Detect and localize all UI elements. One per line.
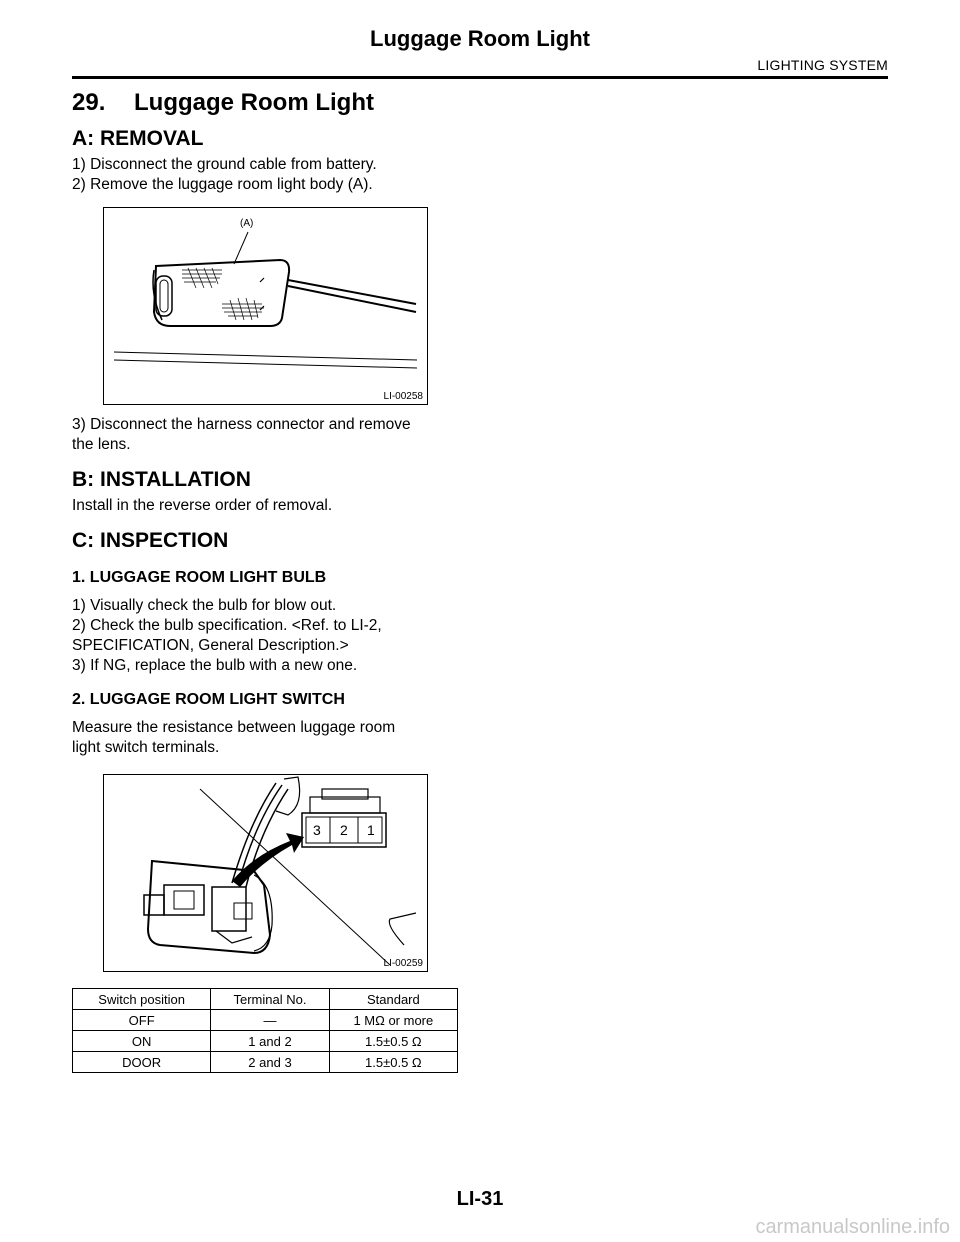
- chapter-title: [72, 88, 458, 118]
- switch-terminal-figure: [103, 774, 428, 972]
- figure-id-2: LI-00259: [383, 958, 423, 969]
- table-cell: OFF: [73, 1010, 211, 1031]
- table-cell: ON: [73, 1031, 211, 1052]
- table-cell: 2 and 3: [211, 1052, 329, 1073]
- removal-step-3-line-1: 3) Disconnect the harness connector and remove: [72, 416, 411, 433]
- bulb-step-2-line-1: 2) Check the bulb specification. <Ref. to LI-2,: [72, 617, 382, 634]
- installation-text: Install in the reverse order of removal.: [72, 497, 333, 514]
- light-body-figure: [103, 207, 428, 405]
- table-header-row: [73, 989, 458, 1010]
- chapter-name: Luggage Room Light: [134, 89, 374, 116]
- switch-illustration: [104, 775, 427, 971]
- bulb-step-2-line-2: SPECIFICATION, General Description.>: [72, 637, 349, 654]
- table-cell: —: [211, 1010, 329, 1031]
- table-cell: 1.5±0.5 Ω: [329, 1031, 457, 1052]
- col-header-terminal-no: Terminal No.: [211, 989, 329, 1010]
- switch-text-line-2: light switch terminals.: [72, 739, 220, 756]
- table-cell: DOOR: [73, 1052, 211, 1073]
- terminal-label-1: 1: [367, 822, 375, 838]
- table-row: [73, 1010, 458, 1031]
- switch-text-line-1: Measure the resistance between luggage room: [72, 719, 396, 736]
- figure-id-1: LI-00258: [383, 391, 423, 402]
- removal-step-2: 2) Remove the luggage room light body (A).: [72, 176, 373, 193]
- removal-step-3-line-2: the lens.: [72, 436, 131, 453]
- chapter-number: 29.: [72, 89, 106, 116]
- installation-heading: B: INSTALLATION: [72, 468, 251, 491]
- page-header-title: Luggage Room Light: [370, 26, 590, 51]
- content-column: [72, 86, 458, 1073]
- header-rule: [72, 76, 888, 79]
- light-body-illustration: [104, 208, 427, 404]
- inspection-heading: C: INSPECTION: [72, 529, 229, 552]
- watermark: carmanualsonline.info: [755, 1216, 950, 1238]
- section-name: LIGHTING SYSTEM: [757, 57, 888, 73]
- switch-heading: 2. LUGGAGE ROOM LIGHT SWITCH: [72, 691, 345, 708]
- table-cell: 1.5±0.5 Ω: [329, 1052, 457, 1073]
- removal-heading: A: REMOVAL: [72, 127, 204, 150]
- resistance-spec-table: [72, 988, 458, 1073]
- page-number: LI-31: [456, 1188, 504, 1210]
- table-row: [73, 1031, 458, 1052]
- table-cell: 1 and 2: [211, 1031, 329, 1052]
- terminal-label-2: 2: [340, 822, 348, 838]
- col-header-standard: Standard: [329, 989, 457, 1010]
- callout-a: (A): [240, 218, 254, 229]
- bulb-step-1: 1) Visually check the bulb for blow out.: [72, 597, 337, 614]
- bulb-step-3: 3) If NG, replace the bulb with a new one.: [72, 657, 358, 674]
- table-row: [73, 1052, 458, 1073]
- terminal-label-3: 3: [313, 822, 321, 838]
- bulb-heading: 1. LUGGAGE ROOM LIGHT BULB: [72, 569, 327, 586]
- col-header-switch-position: Switch position: [73, 989, 211, 1010]
- removal-step-1: 1) Disconnect the ground cable from battery.: [72, 156, 377, 173]
- table-cell: 1 MΩ or more: [329, 1010, 457, 1031]
